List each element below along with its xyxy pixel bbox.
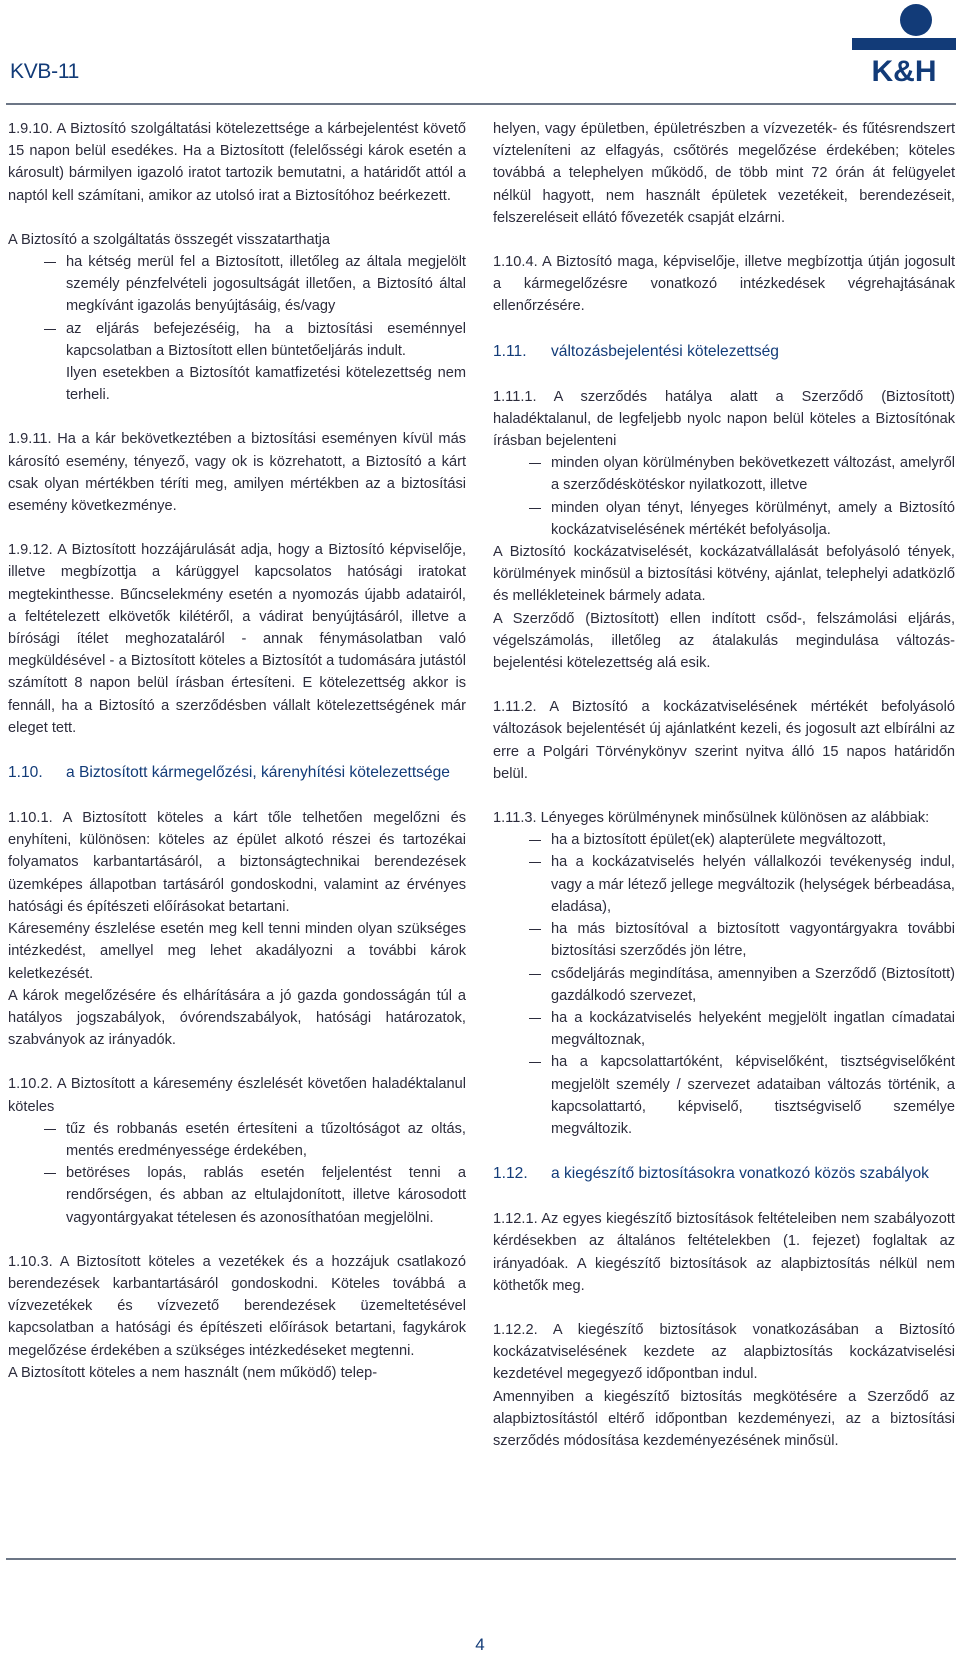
list-item: tűz és robbanás esetén értesíteni a tűzoltóságot az oltás, mentés eredményessége érdekében, xyxy=(8,1118,466,1162)
section-title: a kiegészítő biztosításokra vonatkozó közös szabályok xyxy=(551,1165,929,1183)
paragraph-1-9-12: 1.9.12. A Biztosított hozzájárulását adja, hogy a Biztosító képviselője, illetve megbízottja a kárüggyel kapcsolatos hatósági iratokat megtekinthesse. Bűncselekmény esetén a nyomozás újabb adatairól, a feltételezett elkövetők kilétéről, a vádirat benyújtásáról, illetve a bírósági ítélet meghozataláról - annak fénymásolatban való megküldésével - a Biztosított köteles a Biztosítót a tudomására jutástól számított 8 napon belül írásban értesíteni. E kötelezettség akkor is fennáll, ha a Biztosító a szerződésben vállalt kötelezettségének már eleget tett. xyxy=(8,542,466,736)
paragraph-1-9-11: 1.9.11. Ha a kár bekövetkeztében a biztosítási eseményen kívül más károsító esemény, tényező, vagy ok is közrehatott, a Biztosító a kárt csak olyan mértékben téríti meg, amilyen mértékben az a biztosítási esemény következménye. xyxy=(8,431,466,515)
list-item: ha a kapcsolattartóként, képviselőként, tisztségviselőként megjelölt személy / szervezet adataiban változás történik, a kapcsolattartó, képviselő, tisztségviselő személye megváltozik. xyxy=(493,1051,955,1140)
section-number: 1.10. xyxy=(8,764,43,782)
material-circumstances-list xyxy=(493,829,955,1140)
paragraph-1-9-10: 1.9.10. A Biztosító szolgáltatási kötelezettsége a kárbejelentést követő 15 napon belül esedékes. Ha a Biztosított (felelősségi károk esetén a károsult) bármilyen igazoló iratot tartozik bemutatni, a határidőt attól a naptól kell számítani, amikor az utolsó irat a Biztosítóhoz beérkezett. xyxy=(8,121,466,204)
list-item: ha a kockázatviselés helyeként megjelölt ingatlan címadatai megváltoznak, xyxy=(493,1007,955,1051)
paragraph-1-12-2: 1.12.2. A kiegészítő biztosítások vonatkozásában a Biztosító kockázatviselésének kezdete az alapbiztosítás kockázatviselési kezdetével megegyező időpontban indul. xyxy=(493,1321,955,1383)
list-item: betöréses lopás, rablás esetén feljelentést tenni a rendőrségen, és abban az eltulajdonított, illetve károsodott vagyontárgyakat tételesen és azonosíthatóan megjelölni. xyxy=(8,1162,466,1229)
section-heading-1-12 xyxy=(493,1162,955,1186)
paragraph-1-11-1: 1.11.1. A szerződés hatálya alatt a Szerződő (Biztosított) haladéktalanul, de legfeljebb nyolc napon belül köteles a Biztosítónak írásban bejelenteni xyxy=(493,388,955,450)
paragraph-1-10-4: 1.10.4. A Biztosító maga, képviselője, illetve megbízottja útján jogosult a kármegelőzésre vonatkozó intézkedések végrehajtásának ellenőrzésére. xyxy=(493,254,955,315)
paragraph-1-12-1: 1.12.1. Az egyes kiegészítő biztosítások feltételeiben nem szabályozott kérdésekben az általános feltételekben (1. fejezet) foglaltak az irányadóak. A kiegészítő biztosítások az alapbiztosítás nélkül nem köthetők meg. xyxy=(493,1211,955,1294)
retention-note: Ilyen esetekben a Biztosítót kamatfizetési kötelezettség nem terheli. xyxy=(66,365,466,404)
retention-list xyxy=(8,251,466,362)
paragraph-unused-premises: A Biztosított köteles a nem használt (nem működő) telep- xyxy=(8,1364,378,1381)
paragraph-damage-prevention: A károk megelőzésére és elhárítására a jó gazda gondosságán túl a hatályos jogszabályok, óvórendszabályok, hatósági határozatok, szabványok az irányadók. xyxy=(8,987,466,1049)
paragraph-modification: Amennyiben a kiegészítő biztosítás megkötésére a Szerződő az alapbiztosítástól eltérő időpontban kezdeményezi, az a biztosítási szerződés módosítása kezdeményezésének minősül. xyxy=(493,1388,955,1449)
logo-text: K&H xyxy=(871,55,937,84)
list-item: ha a kockázatviselés helyén vállalkozói tevékenység indul, vagy a már létező jellege megváltozik (helységek bérbeadása, eladása), xyxy=(493,851,955,918)
paragraph-1-10-2: 1.10.2. A Biztosított a káresemény észlelését követően haladéktalanul köteles xyxy=(8,1076,466,1115)
left-column xyxy=(8,118,466,1384)
section-number: 1.12. xyxy=(493,1165,528,1183)
document-code: KVB-11 xyxy=(10,60,80,83)
section-heading-1-11 xyxy=(493,340,955,364)
page-number: 4 xyxy=(475,1635,485,1654)
section-title: változásbejelentési kötelezettség xyxy=(551,342,779,360)
paragraph-risk-factors: A Biztosító kockázatviselését, kockázatvállalását befolyásoló tények, körülmények minősül a biztosítási kötvény, ajánlat, telephelyi adatközlő és mellékleteinek bármely adata. xyxy=(493,544,955,605)
list-item: ha kétség merül fel a Biztosított, illetőleg az általa megjelölt személy pénzfelvételi jogosultságát illetően, a Biztosító által megkívánt igazolás benyújtásáig, és/vagy xyxy=(8,251,466,318)
paragraph-insolvency: A Szerződő (Biztosított) ellen indított csőd-, felszámolási eljárás, végelszámolás, illetőleg az átalakulás megindulása változás-bejelentési kötelezettség alá esik. xyxy=(493,610,955,672)
paragraph-1-10-3: 1.10.3. A Biztosított köteles a vezetékek és a hozzájuk csatlakozó berendezések karbantartásáról gondoskodni. Köteles továbbá a vízvezetékek és vízvezető berendezések üzemeltetésével kapcsolatban a hatósági és építészeti előírások betartani, fagykárok megelőzése érdekében a szükséges intézkedéseket megtenni. xyxy=(8,1253,466,1359)
paragraph-continuation: helyen, vagy épületben, épületrészben a vízvezeték- és fűtésrendszert vízteleníteni az elfagyás, csőtörés megelőzése érdekében; köteles továbbá a telephelyen működő, de több mint 72 órán át felügyelet nélkül hagyott, nem használt épületek vezetékeit, berendezéseit, felszereléseit ellátó fővezeték csapját elzárni. xyxy=(493,121,955,226)
change-report-list xyxy=(493,452,955,541)
list-item: csődeljárás megindítása, amennyiben a Szerződő (Biztosított) gazdálkodó szervezet, xyxy=(493,963,955,1007)
paragraph-1-11-2: 1.11.2. A Biztosító a kockázatviselésének mértékét befolyásoló változások bejelentését új ajánlatként kezeli, és jogosult azt elbírálni az erre a Polgári Törvénykönyv szerint nyitva álló 15 napos határidőn belül. xyxy=(493,699,955,782)
kh-logo xyxy=(852,2,956,84)
paragraph-damage-detection: Káresemény észlelése esetén meg kell tenni minden olyan szükséges intézkedést, amellyel meg lehet akadályozni a további károk keletkezését. xyxy=(8,921,466,982)
list-item: ha a biztosított épület(ek) alapterülete megváltozott, xyxy=(493,829,955,851)
paragraph-1-11-3: 1.11.3. Lényeges körülménynek minősülnek különösen az alábbiak: xyxy=(493,810,930,827)
section-title: a Biztosított kármegelőzési, kárenyhítési kötelezettsége xyxy=(66,764,450,782)
paragraph-retention: A Biztosító a szolgáltatás összegét visszatarthatja xyxy=(8,231,331,248)
notification-list xyxy=(8,1118,466,1229)
list-item: az eljárás befejezéséig, ha a biztosítási eseménnyel kapcsolatban a Biztosított ellen büntetőeljárás indult. xyxy=(8,318,466,362)
header-divider xyxy=(6,103,956,105)
paragraph-1-10-1: 1.10.1. A Biztosított köteles a kárt tőle telhetően megelőzni és enyhíteni, különösen: köteles az épület alkotó részei és tartozékai folyamatos karbantartásáról, a biztonságtechnikai berendezések üzemképes állapotban tartásáról gondoskodni, valamint az érvényes hatósági és építészeti előírásokat betartani. xyxy=(8,810,466,915)
list-item: minden olyan körülményben bekövetkezett változást, amelyről a szerződéskötéskor nyilatkozott, illetve xyxy=(493,452,955,496)
list-item: ha más biztosítóval a biztosított vagyontárgyakra további biztosítási szerződés jön létre, xyxy=(493,918,955,962)
page-header xyxy=(0,0,960,110)
list-item: minden olyan tényt, lényeges körülményt, amely a Biztosító kockázatviselésének mértékét befolyásolja. xyxy=(493,497,955,541)
footer-divider xyxy=(6,1558,956,1560)
section-heading-1-10 xyxy=(8,761,466,785)
section-number: 1.11. xyxy=(493,342,527,360)
right-column xyxy=(493,118,955,1452)
